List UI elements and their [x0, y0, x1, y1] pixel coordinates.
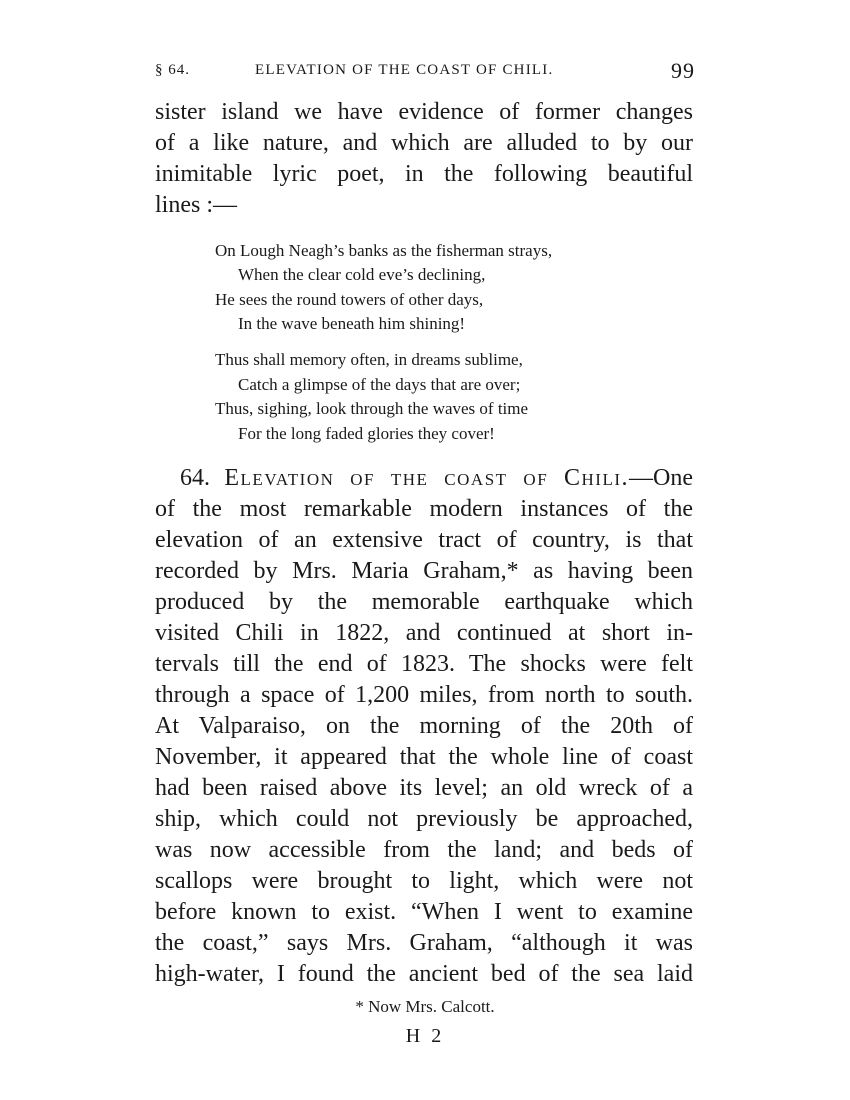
- text-line: high-water, I found the ancient bed of the sea laid: [155, 961, 693, 987]
- section-heading-dash: —One: [629, 465, 693, 491]
- text-line: inimitable lyric poet, in the following beautiful: [155, 161, 693, 187]
- verse-line: On Lough Neagh’s banks as the fisherman strays,: [215, 241, 553, 260]
- page-number: 99: [671, 58, 695, 83]
- verse-line: Thus shall memory often, in dreams sublime,: [215, 350, 523, 369]
- text-line: the coast,” says Mrs. Graham, “although it was: [155, 930, 693, 956]
- verse-line: When the clear cold eve’s declining,: [238, 265, 486, 284]
- text-line: scallops were brought to light, which were not: [155, 868, 693, 894]
- text-line: of a like nature, and which are alluded to by our: [155, 130, 693, 156]
- text-line: sister island we have evidence of former changes: [155, 99, 693, 125]
- signature-mark: H 2: [405, 1025, 445, 1047]
- text-line: elevation of an extensive tract of country, is that: [155, 527, 693, 553]
- text-line: produced by the memorable earthquake which: [155, 589, 693, 615]
- verse-line: For the long faded glories they cover!: [238, 424, 495, 443]
- text-line: before known to exist. “When I went to examine: [155, 899, 693, 925]
- verse-line: In the wave beneath him shining!: [238, 314, 466, 333]
- verse-line: Catch a glimpse of the days that are over;: [238, 375, 521, 394]
- text-line: recorded by Mrs. Maria Graham,* as having been: [155, 558, 693, 584]
- header-title: ELEVATION OF THE COAST OF CHILI.: [255, 62, 554, 78]
- section-number: 64.: [180, 465, 210, 491]
- header-section-number: § 64.: [155, 62, 190, 78]
- text-line: lines :—: [155, 192, 237, 218]
- text-line: through a space of 1,200 miles, from north to south.: [155, 682, 693, 708]
- text-line: visited Chili in 1822, and continued at short in-: [155, 620, 693, 646]
- section-heading: Elevation of the coast of Chili.: [224, 465, 630, 491]
- section-heading-line: [180, 463, 693, 493]
- text-line: tervals till the end of 1823. The shocks were felt: [155, 651, 693, 677]
- text-line: ship, which could not previously be approached,: [155, 806, 693, 832]
- text-line: was now accessible from the land; and beds of: [155, 837, 693, 863]
- text-line: At Valparaiso, on the morning of the 20th of: [155, 713, 693, 739]
- verse-line: Thus, sighing, look through the waves of time: [215, 399, 529, 418]
- running-header: [155, 58, 695, 86]
- text-line: November, it appeared that the whole line of coast: [155, 744, 693, 770]
- verse-line: He sees the round towers of other days,: [215, 290, 484, 309]
- footnote: * Now Mrs. Calcott.: [355, 997, 495, 1016]
- text-line: had been raised above its level; an old wreck of a: [155, 775, 693, 801]
- text-line: of the most remarkable modern instances of the: [155, 496, 693, 522]
